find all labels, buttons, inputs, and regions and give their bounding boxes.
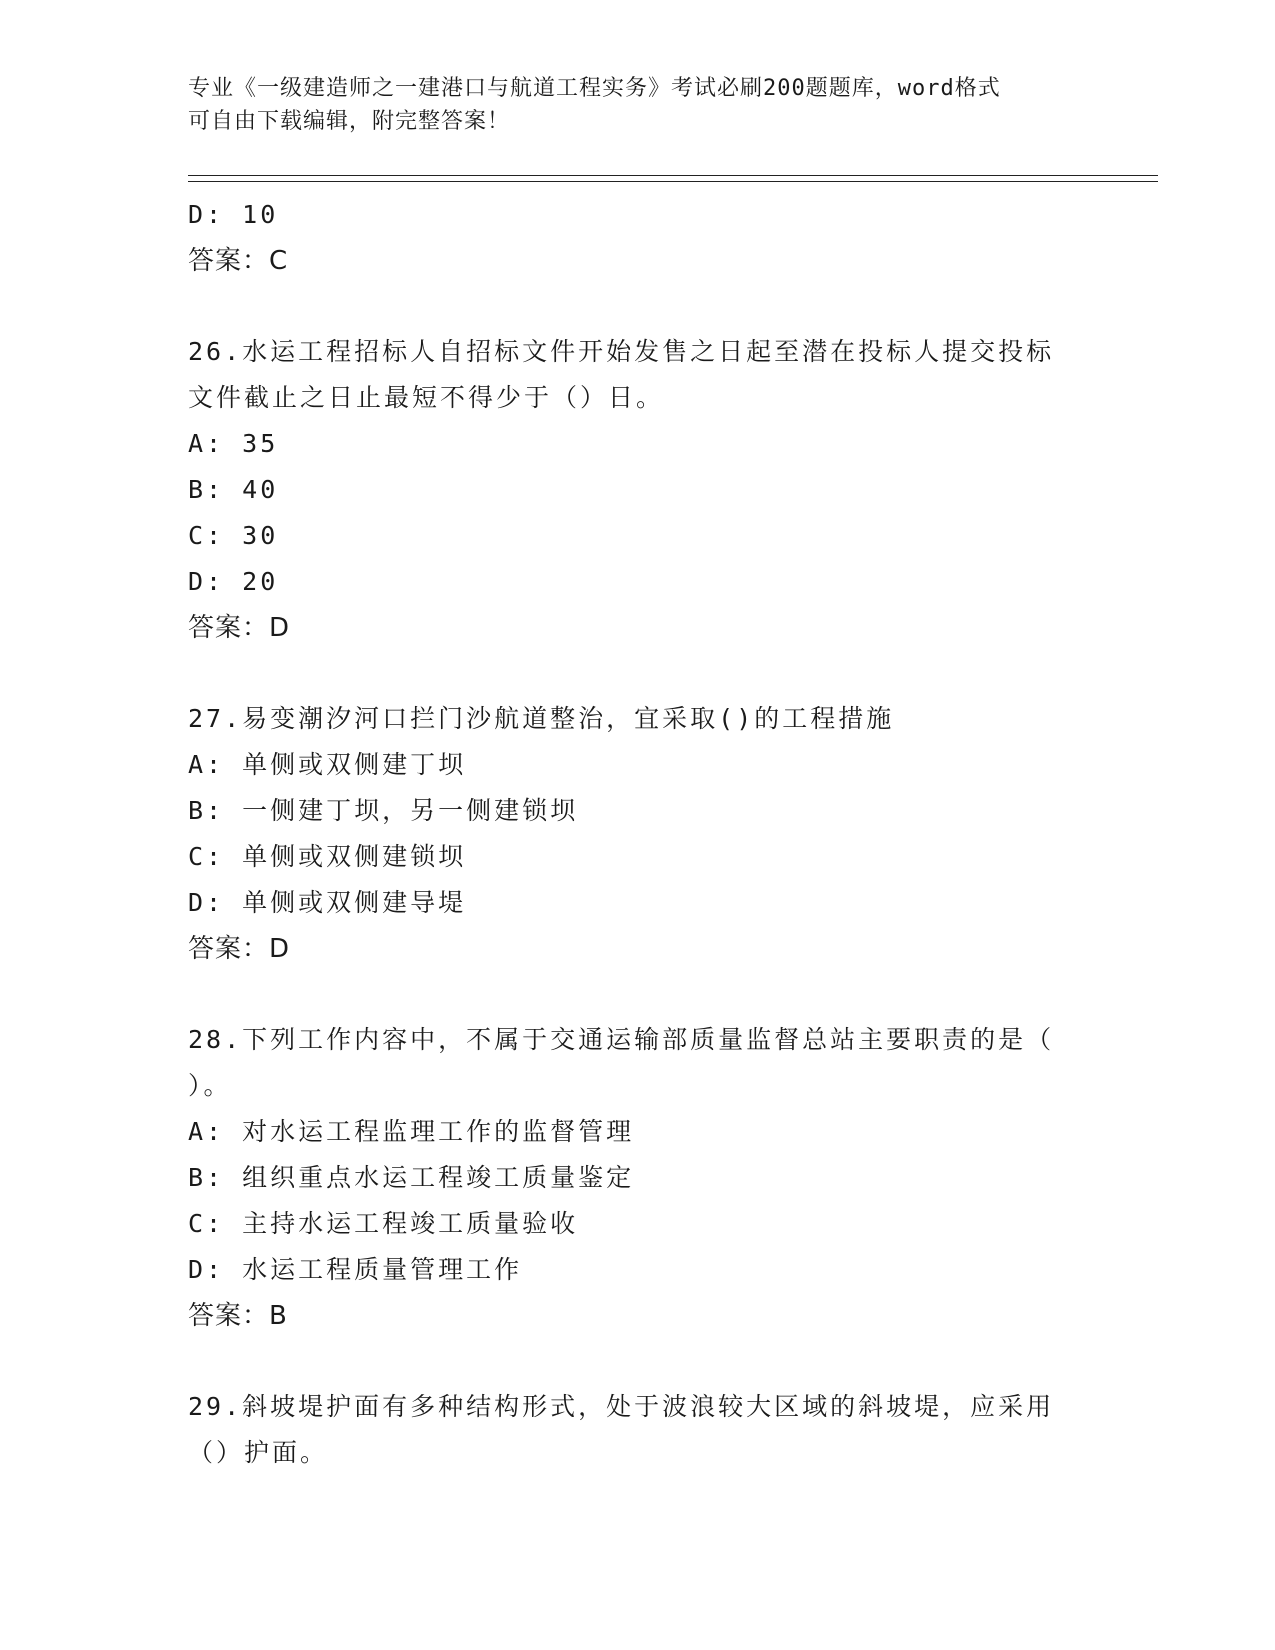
question-list	[188, 192, 1088, 1476]
question-stem: 26.水运工程招标人自招标文件开始发售之日起至潜在投标人提交投标	[188, 337, 1055, 366]
question-27	[188, 696, 1088, 972]
header-divider-bottom	[188, 181, 1158, 182]
question-stem: （）护面。	[188, 1438, 329, 1467]
header-line-1: 专业《一级建造师之一建港口与航道工程实务》考试必刷200题题库，word格式	[188, 76, 1001, 101]
option-b: B: 组织重点水运工程竣工质量鉴定	[188, 1163, 635, 1192]
question-stem: ）。	[188, 1071, 232, 1100]
answer-line: 答案：D	[188, 613, 291, 643]
question-stem: 28.下列工作内容中，不属于交通运输部质量监督总站主要职责的是（	[188, 1025, 1055, 1054]
answer-line: 答案：C	[188, 246, 289, 276]
document-header	[188, 72, 1088, 138]
option-a: A: 单侧或双侧建丁坝	[188, 750, 467, 779]
option-c: C: 主持水运工程竣工质量验收	[188, 1209, 579, 1238]
header-divider-top	[188, 175, 1158, 176]
question-stem: 29.斜坡堤护面有多种结构形式，处于波浪较大区域的斜坡堤，应采用	[188, 1392, 1055, 1421]
question-29	[188, 1384, 1088, 1476]
header-line-2: 可自由下载编辑，附完整答案！	[188, 109, 511, 134]
option-b: B: 40	[188, 475, 279, 504]
option-c: C: 30	[188, 521, 279, 550]
question-28	[188, 1017, 1088, 1339]
answer-line: 答案：B	[188, 1301, 288, 1331]
option-d: D: 10	[188, 200, 279, 229]
option-a: A: 对水运工程监理工作的监督管理	[188, 1117, 635, 1146]
option-d: D: 水运工程质量管理工作	[188, 1255, 523, 1284]
option-c: C: 单侧或双侧建锁坝	[188, 842, 467, 871]
option-b: B: 一侧建丁坝，另一侧建锁坝	[188, 796, 579, 825]
question-stem: 文件截止之日止最短不得少于（）日。	[188, 383, 665, 412]
option-a: A: 35	[188, 429, 279, 458]
answer-line: 答案：D	[188, 934, 291, 964]
option-d: D: 单侧或双侧建导堤	[188, 888, 467, 917]
question-26	[188, 329, 1088, 651]
question-stem: 27.易变潮汐河口拦门沙航道整治，宜采取()的工程措施	[188, 704, 895, 733]
option-d: D: 20	[188, 567, 279, 596]
